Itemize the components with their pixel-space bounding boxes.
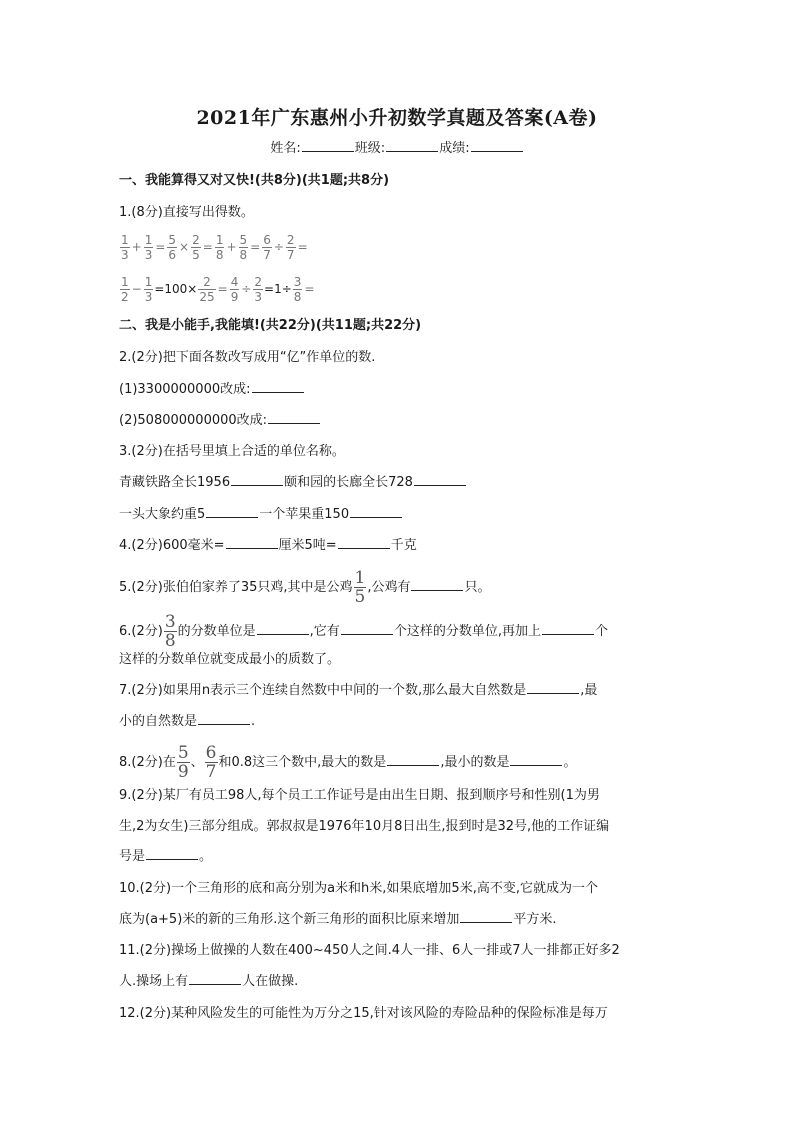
fraction: $\frac{2}{25}$ [199, 275, 215, 304]
q10-line-1: 10.(2分)一个三角形的底和高分别为a米和h米,如果底增加5米,高不变,它就成为一个 [119, 881, 598, 896]
score-label: 成绩: [439, 141, 470, 156]
fraction: $\frac{1}{5}$ [354, 567, 366, 607]
q2-sub-1: (1)3300000000改成: [119, 380, 305, 400]
q7-line-2: 小的自然数是 . [119, 714, 256, 729]
answer-blank[interactable] [460, 910, 512, 923]
q9-line-3: 号是 。 [119, 849, 213, 864]
section-1-heading: 一、我能算得又对又快!(共8分)(共1题;共8分) [119, 173, 390, 188]
fraction: $\frac{1}{8}$ [215, 233, 224, 262]
q3-line-2: 一头大象约重5 一个苹果重150 [119, 505, 403, 525]
q1-row-1: $\frac{1}{3}$ + $\frac{1}{3}$ = $\frac{5}{6}$ × $\frac{2}{5}$ = $\frac{1}{8}$ + $\frac{5}{8}$ = $\frac{6}{7}$ ÷ $\frac{2}{7}$ = [121, 233, 308, 262]
answer-blank[interactable] [146, 847, 198, 860]
fraction: $\frac{3}{8}$ [293, 275, 302, 304]
answer-blank[interactable] [226, 536, 278, 549]
answer-blank[interactable] [510, 753, 562, 766]
answer-blank[interactable] [189, 972, 241, 985]
score-blank[interactable] [471, 139, 523, 152]
page-title: 2021年广东惠州小升初数学真题及答案(A卷) [196, 107, 598, 129]
answer-blank[interactable] [350, 505, 402, 518]
answer-blank[interactable] [252, 380, 304, 393]
q8-text: 8.(2分)在 $\frac{5}{9}$ 、 $\frac{6}{7}$ 和0.8这三个数中,最大的数是 ,最小的数是 。 [119, 742, 577, 782]
fraction: $\frac{1}{3}$ [144, 275, 153, 304]
answer-blank[interactable] [542, 622, 594, 635]
fraction: $\frac{6}{7}$ [205, 742, 217, 782]
fraction: $\frac{5}{9}$ [177, 742, 189, 782]
q12-line-1: 12.(2分)某种风险发生的可能性为万分之15,针对该风险的寿险品种的保险标准是每万 [119, 1006, 608, 1021]
student-info [0, 137, 794, 156]
q6-line-1: 6.(2分) $\frac{3}{8}$ 的分数单位是 ,它有 个这样的分数单位,再加上 个 [119, 611, 608, 651]
answer-blank[interactable] [387, 753, 439, 766]
fraction: $\frac{6}{7}$ [263, 233, 271, 262]
fraction: $\frac{2}{7}$ [286, 233, 295, 262]
answer-blank[interactable] [231, 473, 283, 486]
fraction: $\frac{3}{8}$ [164, 611, 176, 651]
q9-line-2: 生,2为女生)三部分组成。郭叔叔是1976年10月8日出生,报到时是32号,他的工作证编 [119, 819, 610, 834]
class-label: 班级: [354, 141, 386, 156]
answer-blank[interactable] [257, 622, 309, 635]
q11-line-2: 人.操场上有 人在做操. [119, 974, 299, 989]
fraction: $\frac{2}{5}$ [192, 233, 200, 262]
answer-blank[interactable] [198, 712, 250, 725]
q5-text: 5.(2分)张伯伯家养了35只鸡,其中是公鸡 $\frac{1}{5}$ ,公鸡有 只。 [119, 567, 491, 607]
fraction: $\frac{5}{6}$ [168, 233, 177, 262]
section-2-heading: 二、我是小能手,我能填!(共22分)(共11题;共22分) [119, 318, 422, 333]
answer-blank[interactable] [206, 505, 258, 518]
q6-line-2: 这样的分数单位就变成最小的质数了。 [119, 652, 341, 667]
q1-text: 1.(8分)直接写出得数。 [119, 205, 254, 220]
answer-blank[interactable] [527, 681, 579, 694]
q10-line-2: 底为(a+5)米的新的三角形.这个新三角形的面积比原来增加 平方米. [119, 912, 557, 927]
q3-text: 3.(2分)在括号里填上合适的单位名称。 [119, 444, 345, 459]
name-blank[interactable] [302, 139, 354, 152]
answer-blank[interactable] [338, 536, 390, 549]
q9-line-1: 9.(2分)某厂有员工98人,每个员工工作证号是由出生日期、报到顺序号和性别(1为男 [119, 788, 600, 803]
class-blank[interactable] [386, 139, 438, 152]
q11-line-1: 11.(2分)操场上做操的人数在400~450人之间.4人一排、6人一排或7人一排都正好多2 [119, 943, 620, 958]
fraction: $\frac{1}{3}$ [144, 233, 153, 262]
fraction: $\frac{1}{2}$ [121, 275, 129, 304]
answer-blank[interactable] [341, 622, 393, 635]
q3-line-1: 青藏铁路全长1956 颐和园的长廊全长728 [119, 473, 467, 493]
q4-text: 4.(2分)600毫米= 厘米5吨= 千克 [119, 538, 417, 553]
q1-row-2: $\frac{1}{2}$ − $\frac{1}{3}$ =100× $\frac{2}{25}$ = $\frac{4}{9}$ ÷ $\frac{2}{3}$ =1÷ $\frac{3}{8}$ = [121, 275, 315, 304]
fraction: $\frac{4}{9}$ [230, 275, 239, 304]
answer-blank[interactable] [414, 473, 466, 486]
answer-blank[interactable] [411, 578, 463, 591]
answer-blank[interactable] [268, 411, 320, 424]
q2-sub-2: (2)508000000000改成: [119, 411, 321, 431]
q7-line-1: 7.(2分)如果用n表示三个连续自然数中中间的一个数,那么最大自然数是 ,最 [119, 683, 598, 698]
fraction: $\frac{2}{3}$ [254, 275, 263, 304]
fraction: $\frac{5}{8}$ [239, 233, 248, 262]
fraction: $\frac{1}{3}$ [121, 233, 129, 262]
q2-text: 2.(2分)把下面各数改写成用“亿”作单位的数. [119, 350, 376, 365]
name-label: 姓名: [270, 141, 301, 156]
